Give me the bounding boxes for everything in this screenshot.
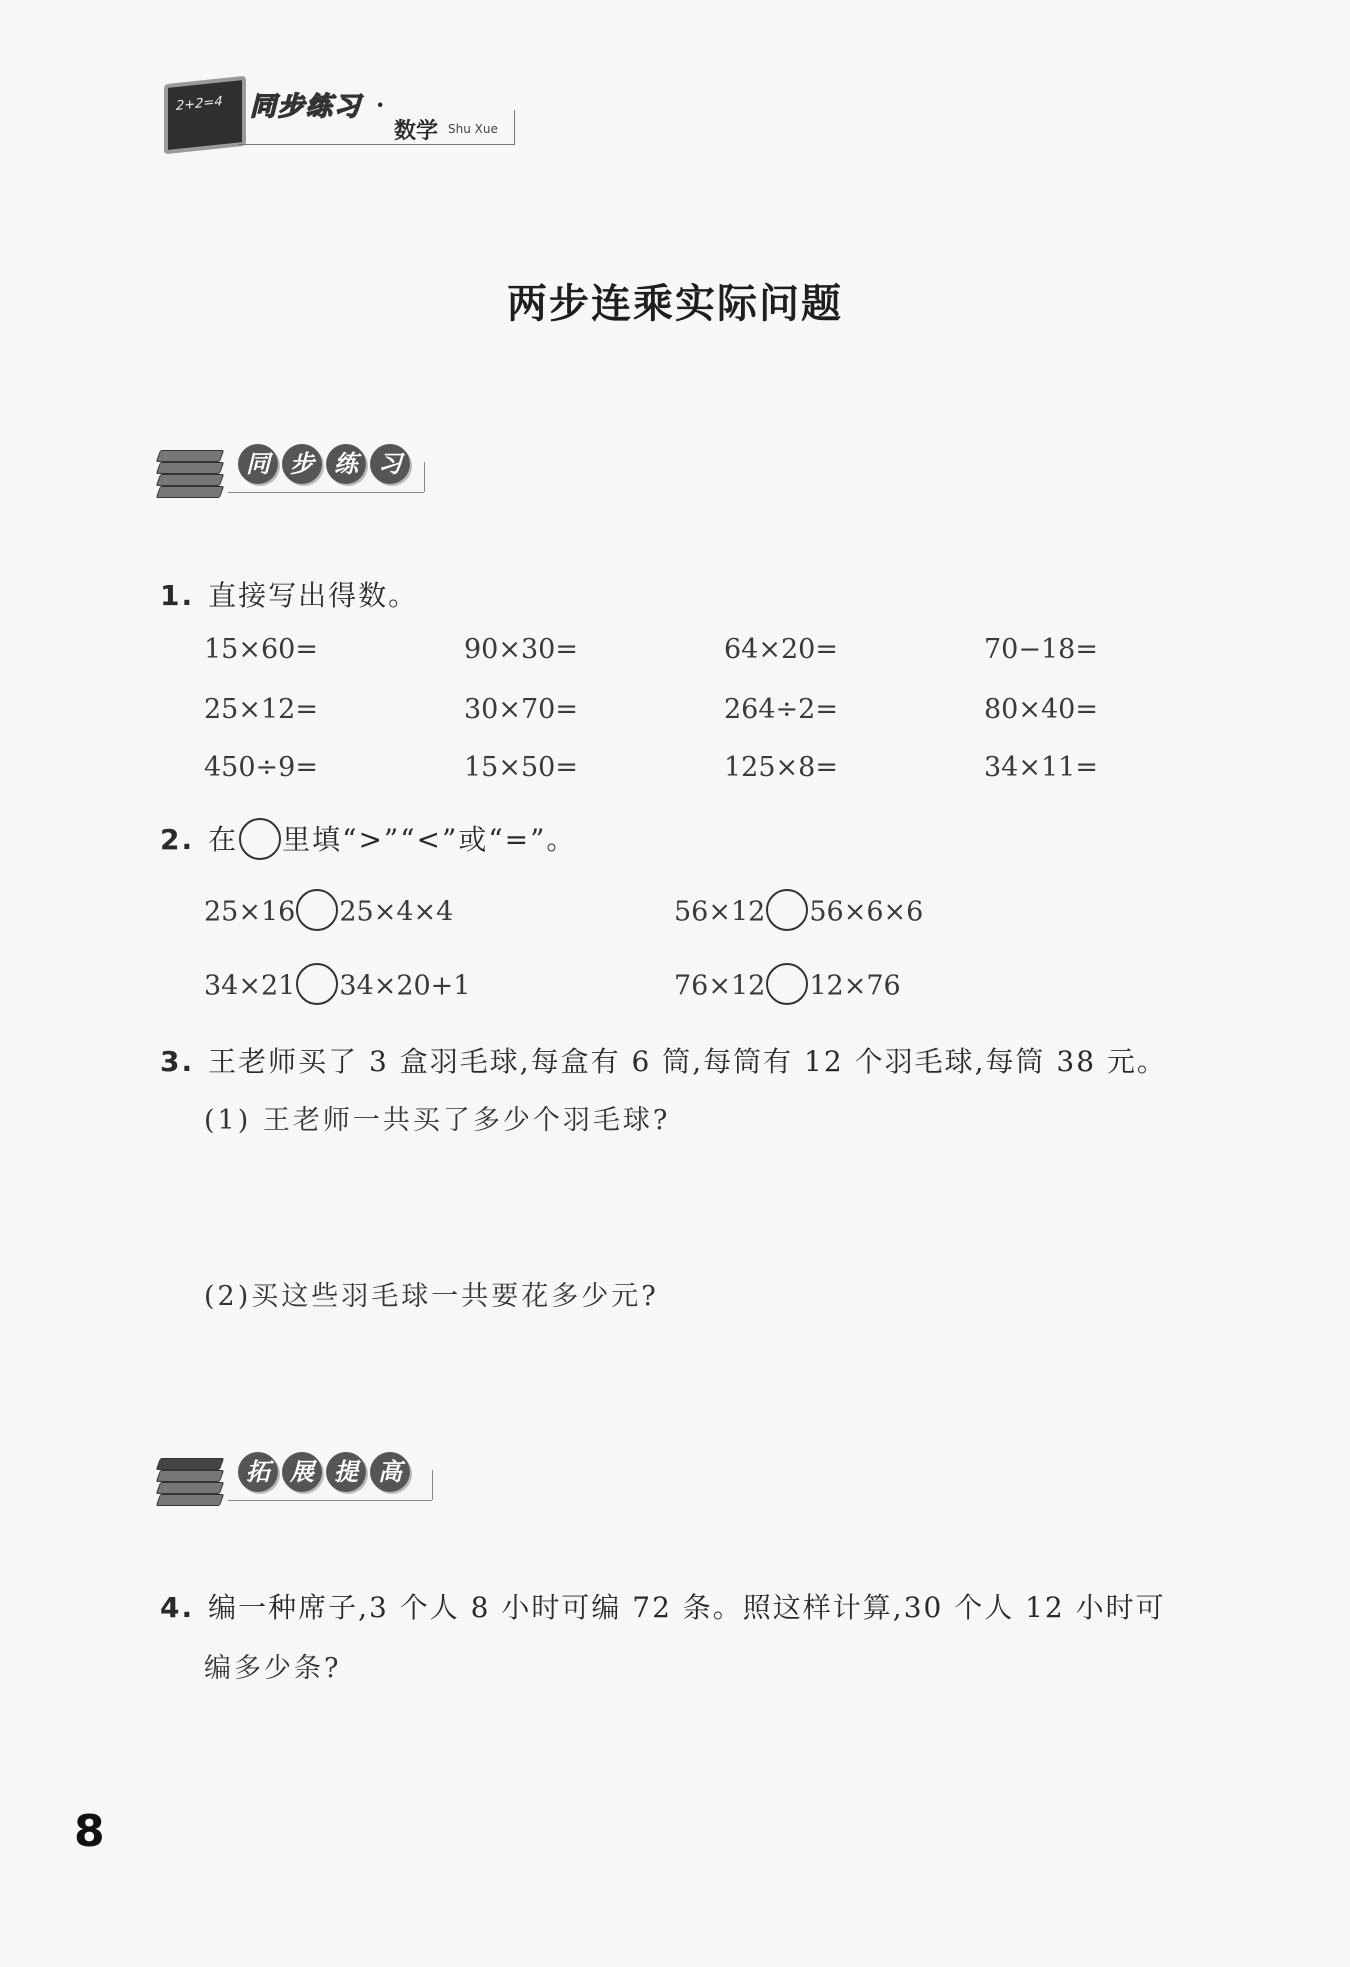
comparison-left: 56×12 (674, 896, 766, 928)
badge-underline-cap (432, 1470, 433, 1500)
badge-char: 练 (326, 444, 366, 484)
question-3-sub-2: (2)买这些羽毛球一共要花多少元? (204, 1281, 659, 1312)
question-text: 编一种席子,3 个人 8 小时可编 72 条。照这样计算,30 个人 12 小时可 (208, 1591, 1166, 1624)
section-badge-practice (158, 436, 428, 506)
question-2-prompt (160, 818, 576, 863)
question-text: 直接写出得数。 (208, 579, 419, 612)
books-icon (158, 450, 222, 496)
problem: 64×20= (724, 634, 838, 665)
comparison (674, 892, 923, 934)
graduation-books-icon (158, 1458, 222, 1504)
answer-circle[interactable] (296, 889, 338, 931)
answer-circle[interactable] (766, 963, 808, 1005)
page-number: 8 (74, 1806, 105, 1857)
problem: 450÷9= (204, 752, 318, 783)
answer-circle-icon (239, 818, 281, 860)
question-4-line-2: 编多少条? (204, 1653, 342, 1684)
answer-circle[interactable] (296, 963, 338, 1005)
comparison (674, 966, 901, 1008)
comparison (204, 892, 453, 934)
problem: 15×50= (464, 752, 578, 783)
comparison-left: 34×21 (204, 970, 296, 1002)
question-number: 4. (160, 1591, 195, 1624)
comparison-right: 25×4×4 (339, 896, 454, 928)
comparison-right: 34×20+1 (339, 970, 471, 1002)
comparison-right: 56×6×6 (809, 896, 924, 928)
badge-underline (228, 1500, 432, 1501)
badge-char: 步 (282, 444, 322, 484)
question-text: 王老师买了 3 盒羽毛球,每盒有 6 筒,每筒有 12 个羽毛球,每筒 38 元。 (208, 1045, 1167, 1078)
badge-underline (228, 492, 424, 493)
comparison-left: 25×16 (204, 896, 296, 928)
problem: 25×12= (204, 694, 318, 725)
comparison-right: 12×76 (809, 970, 901, 1002)
badge-char: 习 (370, 444, 410, 484)
question-text-a: 在 (208, 823, 239, 856)
question-4-prompt (160, 1586, 1166, 1626)
section-title-practice (238, 444, 410, 484)
comparison (204, 966, 470, 1008)
question-1-prompt (160, 574, 418, 614)
chalkboard-text: 2+2=4 (176, 94, 223, 115)
badge-char: 同 (238, 444, 278, 484)
badge-char: 拓 (238, 1452, 278, 1492)
question-text-b: 里填“>”“<”或“=”。 (282, 823, 577, 856)
series-title: 同步练习 (250, 92, 363, 122)
problem: 70−18= (984, 634, 1098, 665)
section-title-extend (238, 1452, 410, 1492)
question-number: 1. (160, 579, 195, 612)
answer-circle[interactable] (766, 889, 808, 931)
comparison-left: 76×12 (674, 970, 766, 1002)
subject-label (384, 110, 515, 145)
question-number: 2. (160, 823, 195, 856)
problem: 90×30= (464, 634, 578, 665)
subject-name: 数学 (394, 119, 439, 144)
header-dot: · (376, 90, 385, 119)
question-3-prompt (160, 1040, 1167, 1080)
header-rule (238, 144, 514, 145)
problem: 264÷2= (724, 694, 838, 725)
subject-pinyin: Shu Xue (448, 122, 498, 136)
badge-char: 展 (282, 1452, 322, 1492)
problem: 34×11= (984, 752, 1098, 783)
badge-char: 提 (326, 1452, 366, 1492)
question-number: 3. (160, 1045, 195, 1078)
page-title: 两步连乘实际问题 (507, 281, 843, 327)
badge-underline-cap (424, 462, 425, 492)
problem: 15×60= (204, 634, 318, 665)
badge-char: 高 (370, 1452, 410, 1492)
chalkboard-icon (164, 76, 246, 155)
problem: 80×40= (984, 694, 1098, 725)
problem: 30×70= (464, 694, 578, 725)
problem: 125×8= (724, 752, 838, 783)
question-3-sub-1: (1) 王老师一共买了多少个羽毛球? (204, 1105, 671, 1136)
series-header (158, 66, 518, 156)
section-badge-extend (158, 1444, 438, 1514)
